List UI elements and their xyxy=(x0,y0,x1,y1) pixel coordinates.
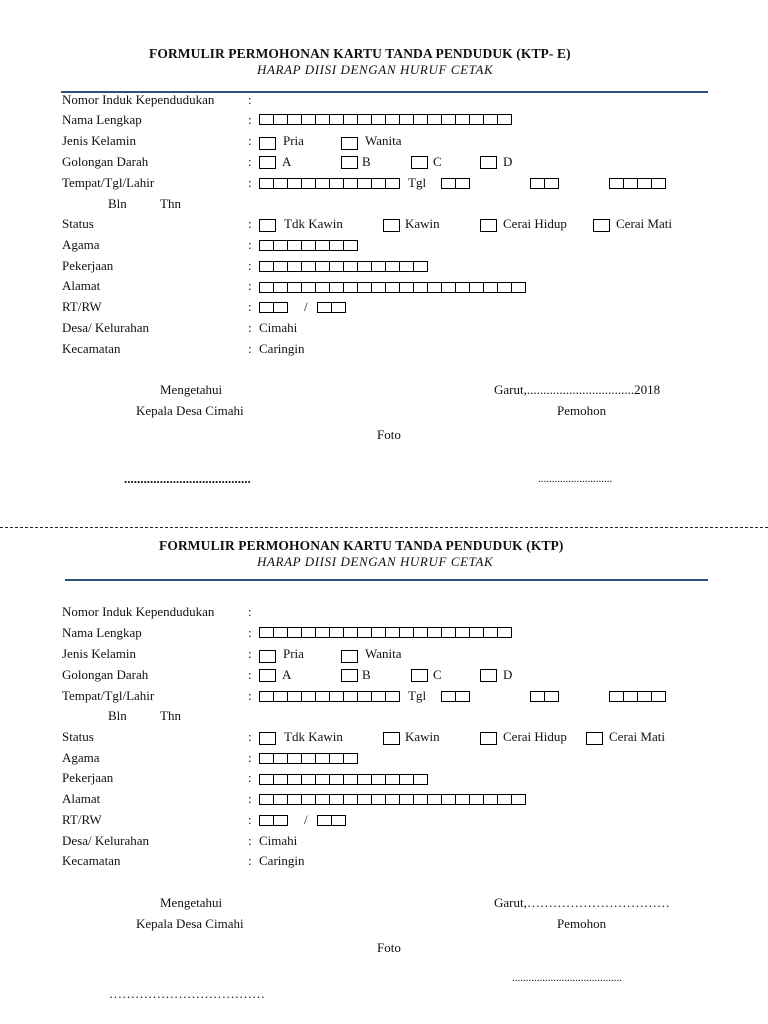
form-subtitle: HARAP DIISI DENGAN HURUF CETAK xyxy=(257,62,494,77)
character-cell[interactable] xyxy=(287,691,302,702)
blood-a-checkbox[interactable] xyxy=(259,156,276,169)
colon: : xyxy=(248,853,252,868)
character-cell[interactable] xyxy=(413,774,428,785)
character-cell[interactable] xyxy=(371,178,386,189)
character-cell[interactable] xyxy=(273,282,288,293)
character-cell[interactable] xyxy=(455,627,470,638)
character-cell[interactable] xyxy=(637,178,652,189)
thn-cells[interactable] xyxy=(609,177,665,190)
character-cell[interactable] xyxy=(399,261,414,272)
character-cell[interactable] xyxy=(301,691,316,702)
character-cell[interactable] xyxy=(273,240,288,251)
colon: : xyxy=(248,237,252,252)
pria-label: Pria xyxy=(283,133,304,148)
label-thn: Thn xyxy=(160,196,181,211)
character-cell[interactable] xyxy=(455,794,470,805)
blood-b-checkbox[interactable] xyxy=(341,156,358,169)
cerai-mati-checkbox[interactable] xyxy=(593,219,610,232)
colon: : xyxy=(248,688,252,703)
character-cell[interactable] xyxy=(343,114,358,125)
character-cell[interactable] xyxy=(329,261,344,272)
label-ttl: Tempat/Tgl/Lahir xyxy=(62,175,155,190)
label-nama: Nama Lengkap xyxy=(62,112,142,127)
character-cell[interactable] xyxy=(287,774,302,785)
label-status: Status xyxy=(62,216,94,231)
colon: : xyxy=(248,320,252,335)
character-cell[interactable] xyxy=(385,794,400,805)
character-cell[interactable] xyxy=(301,114,316,125)
character-cell[interactable] xyxy=(399,794,414,805)
character-cell[interactable] xyxy=(287,114,302,125)
tdk-kawin-label: Tdk Kawin xyxy=(284,216,343,231)
kepala-desa-label: Kepala Desa Cimahi xyxy=(136,916,244,931)
character-cell[interactable] xyxy=(287,240,302,251)
colon: : xyxy=(248,133,252,148)
character-cell[interactable] xyxy=(301,753,316,764)
tdk-kawin-label: Tdk Kawin xyxy=(284,729,343,744)
desa-value: Cimahi xyxy=(259,833,298,848)
agama-cells[interactable] xyxy=(259,239,357,252)
character-cell[interactable] xyxy=(273,261,288,272)
cerai-hidup-checkbox[interactable] xyxy=(480,732,497,745)
character-cell[interactable] xyxy=(469,114,484,125)
character-cell[interactable] xyxy=(427,282,442,293)
character-cell[interactable] xyxy=(511,794,526,805)
character-cell[interactable] xyxy=(455,691,470,702)
garut-date: Garut,…………………………… xyxy=(494,895,670,910)
character-cell[interactable] xyxy=(357,627,372,638)
cut-line xyxy=(0,527,768,528)
character-cell[interactable] xyxy=(357,282,372,293)
character-cell[interactable] xyxy=(287,753,302,764)
character-cell[interactable] xyxy=(371,794,386,805)
character-cell[interactable] xyxy=(357,774,372,785)
tgl-cells[interactable] xyxy=(441,177,469,190)
label-desa: Desa/ Kelurahan xyxy=(62,320,149,335)
character-cell[interactable] xyxy=(399,114,414,125)
label-bln: Bln xyxy=(108,196,127,211)
character-cell[interactable] xyxy=(259,240,274,251)
character-cell[interactable] xyxy=(455,114,470,125)
signature-line-left: ……………………………… xyxy=(109,986,265,1001)
character-cell[interactable] xyxy=(441,627,456,638)
character-cell[interactable] xyxy=(441,282,456,293)
character-cell[interactable] xyxy=(371,627,386,638)
character-cell[interactable] xyxy=(273,302,288,313)
kawin-checkbox[interactable] xyxy=(383,219,400,232)
character-cell[interactable] xyxy=(259,753,274,764)
nama-lengkap-cells[interactable] xyxy=(259,113,511,126)
tempat-lahir-cells[interactable] xyxy=(259,177,399,190)
character-cell[interactable] xyxy=(287,627,302,638)
tdk-kawin-checkbox[interactable] xyxy=(259,219,276,232)
cerai-mati-label: Cerai Mati xyxy=(616,216,672,231)
character-cell[interactable] xyxy=(315,794,330,805)
blood-b-checkbox[interactable] xyxy=(341,669,358,682)
colon: : xyxy=(248,770,252,785)
foto-label: Foto xyxy=(377,940,401,955)
character-cell[interactable] xyxy=(343,691,358,702)
cerai-hidup-label: Cerai Hidup xyxy=(503,729,567,744)
character-cell[interactable] xyxy=(259,774,274,785)
label-golongan-darah: Golongan Darah xyxy=(62,154,149,169)
colon: : xyxy=(248,299,252,314)
character-cell[interactable] xyxy=(544,691,559,702)
character-cell[interactable] xyxy=(315,240,330,251)
character-cell[interactable] xyxy=(469,794,484,805)
label-golongan-darah: Golongan Darah xyxy=(62,667,149,682)
character-cell[interactable] xyxy=(343,753,358,764)
alamat-cells[interactable] xyxy=(259,793,525,806)
character-cell[interactable] xyxy=(273,627,288,638)
colon: : xyxy=(248,278,252,293)
character-cell[interactable] xyxy=(385,114,400,125)
wanita-checkbox[interactable] xyxy=(341,650,358,663)
character-cell[interactable] xyxy=(287,794,302,805)
character-cell[interactable] xyxy=(315,282,330,293)
pria-checkbox[interactable] xyxy=(259,137,276,150)
character-cell[interactable] xyxy=(259,794,274,805)
character-cell[interactable] xyxy=(301,261,316,272)
character-cell[interactable] xyxy=(343,794,358,805)
desa-value: Cimahi xyxy=(259,320,298,335)
character-cell[interactable] xyxy=(287,282,302,293)
colon: : xyxy=(248,791,252,806)
form-subtitle: HARAP DIISI DENGAN HURUF CETAK xyxy=(257,554,494,569)
character-cell[interactable] xyxy=(497,627,512,638)
character-cell[interactable] xyxy=(329,774,344,785)
kawin-label: Kawin xyxy=(405,216,440,231)
character-cell[interactable] xyxy=(609,691,624,702)
character-cell[interactable] xyxy=(483,627,498,638)
character-cell[interactable] xyxy=(427,627,442,638)
character-cell[interactable] xyxy=(511,282,526,293)
character-cell[interactable] xyxy=(287,261,302,272)
tgl-label: Tgl xyxy=(408,175,427,190)
character-cell[interactable] xyxy=(343,240,358,251)
character-cell[interactable] xyxy=(441,178,456,189)
character-cell[interactable] xyxy=(301,178,316,189)
garut-date: Garut,.................................2018 xyxy=(494,382,661,397)
blood-a-label: A xyxy=(282,154,292,169)
character-cell[interactable] xyxy=(530,691,545,702)
character-cell[interactable] xyxy=(497,282,512,293)
label-jenis-kelamin: Jenis Kelamin xyxy=(62,646,137,661)
character-cell[interactable] xyxy=(273,794,288,805)
rw-cells[interactable] xyxy=(317,814,345,827)
signature-line-right: ........................... xyxy=(538,473,613,485)
label-nik: Nomor Induk Kependudukan xyxy=(62,604,215,619)
label-kecamatan: Kecamatan xyxy=(62,341,121,356)
kecamatan-value: Caringin xyxy=(259,341,305,356)
form-title: FORMULIR PERMOHONAN KARTU TANDA PENDUDUK (KTP- E) xyxy=(149,46,571,61)
colon: : xyxy=(248,341,252,356)
pekerjaan-cells[interactable] xyxy=(259,260,427,273)
character-cell[interactable] xyxy=(371,774,386,785)
colon: : xyxy=(248,216,252,231)
character-cell[interactable] xyxy=(623,178,638,189)
character-cell[interactable] xyxy=(530,178,545,189)
colon: : xyxy=(248,154,252,169)
character-cell[interactable] xyxy=(427,794,442,805)
character-cell[interactable] xyxy=(329,282,344,293)
character-cell[interactable] xyxy=(317,815,332,826)
character-cell[interactable] xyxy=(385,627,400,638)
character-cell[interactable] xyxy=(455,282,470,293)
character-cell[interactable] xyxy=(469,282,484,293)
character-cell[interactable] xyxy=(413,114,428,125)
character-cell[interactable] xyxy=(371,114,386,125)
character-cell[interactable] xyxy=(483,794,498,805)
blood-a-checkbox[interactable] xyxy=(259,669,276,682)
character-cell[interactable] xyxy=(273,815,288,826)
character-cell[interactable] xyxy=(427,114,442,125)
character-cell[interactable] xyxy=(287,178,302,189)
character-cell[interactable] xyxy=(343,178,358,189)
character-cell[interactable] xyxy=(259,261,274,272)
character-cell[interactable] xyxy=(469,627,484,638)
kawin-checkbox[interactable] xyxy=(383,732,400,745)
header-rule xyxy=(65,579,708,581)
character-cell[interactable] xyxy=(357,261,372,272)
cerai-mati-label: Cerai Mati xyxy=(609,729,665,744)
character-cell[interactable] xyxy=(259,282,274,293)
character-cell[interactable] xyxy=(483,282,498,293)
wanita-label: Wanita xyxy=(365,646,402,661)
character-cell[interactable] xyxy=(329,794,344,805)
character-cell[interactable] xyxy=(259,178,274,189)
character-cell[interactable] xyxy=(385,261,400,272)
character-cell[interactable] xyxy=(315,753,330,764)
label-nama: Nama Lengkap xyxy=(62,625,142,640)
character-cell[interactable] xyxy=(371,261,386,272)
character-cell[interactable] xyxy=(301,627,316,638)
colon: : xyxy=(248,92,252,107)
character-cell[interactable] xyxy=(399,774,414,785)
character-cell[interactable] xyxy=(315,774,330,785)
character-cell[interactable] xyxy=(331,302,346,313)
label-kecamatan: Kecamatan xyxy=(62,853,121,868)
character-cell[interactable] xyxy=(441,114,456,125)
form-title: FORMULIR PERMOHONAN KARTU TANDA PENDUDUK (KTP) xyxy=(159,538,564,553)
character-cell[interactable] xyxy=(357,178,372,189)
tempat-lahir-cells[interactable] xyxy=(259,690,399,703)
character-cell[interactable] xyxy=(331,815,346,826)
character-cell[interactable] xyxy=(301,794,316,805)
colon: : xyxy=(248,646,252,661)
label-status: Status xyxy=(62,729,94,744)
pria-label: Pria xyxy=(283,646,304,661)
character-cell[interactable] xyxy=(609,178,624,189)
character-cell[interactable] xyxy=(259,302,274,313)
blood-c-label: C xyxy=(433,154,442,169)
tdk-kawin-checkbox[interactable] xyxy=(259,732,276,745)
label-rtrw: RT/RW xyxy=(62,299,102,314)
rt-cells[interactable] xyxy=(259,301,287,314)
blood-c-checkbox[interactable] xyxy=(411,156,428,169)
bln-cells[interactable] xyxy=(530,690,558,703)
label-jenis-kelamin: Jenis Kelamin xyxy=(62,133,137,148)
blood-d-label: D xyxy=(503,667,513,682)
blood-b-label: B xyxy=(362,667,371,682)
rtrw-slash: / xyxy=(304,299,308,314)
character-cell[interactable] xyxy=(301,240,316,251)
character-cell[interactable] xyxy=(385,691,400,702)
tgl-cells[interactable] xyxy=(441,690,469,703)
character-cell[interactable] xyxy=(385,282,400,293)
character-cell[interactable] xyxy=(273,178,288,189)
character-cell[interactable] xyxy=(455,178,470,189)
colon: : xyxy=(248,604,252,619)
cerai-mati-checkbox[interactable] xyxy=(586,732,603,745)
character-cell[interactable] xyxy=(371,691,386,702)
blood-d-checkbox[interactable] xyxy=(480,669,497,682)
character-cell[interactable] xyxy=(273,753,288,764)
label-nik: Nomor Induk Kependudukan xyxy=(62,92,215,107)
character-cell[interactable] xyxy=(371,282,386,293)
colon: : xyxy=(248,812,252,827)
character-cell[interactable] xyxy=(259,627,274,638)
character-cell[interactable] xyxy=(301,774,316,785)
character-cell[interactable] xyxy=(329,114,344,125)
character-cell[interactable] xyxy=(315,627,330,638)
character-cell[interactable] xyxy=(637,691,652,702)
character-cell[interactable] xyxy=(329,691,344,702)
colon: : xyxy=(248,625,252,640)
kawin-label: Kawin xyxy=(405,729,440,744)
signature-line-left: ....................................... xyxy=(124,471,251,486)
rw-cells[interactable] xyxy=(317,301,345,314)
character-cell[interactable] xyxy=(259,815,274,826)
pria-checkbox[interactable] xyxy=(259,650,276,663)
kepala-desa-label: Kepala Desa Cimahi xyxy=(136,403,244,418)
blood-c-checkbox[interactable] xyxy=(411,669,428,682)
mengetahui-label: Mengetahui xyxy=(160,382,223,397)
character-cell[interactable] xyxy=(259,691,274,702)
label-alamat: Alamat xyxy=(62,278,101,293)
character-cell[interactable] xyxy=(329,178,344,189)
character-cell[interactable] xyxy=(413,627,428,638)
character-cell[interactable] xyxy=(329,240,344,251)
character-cell[interactable] xyxy=(259,114,274,125)
bln-cells[interactable] xyxy=(530,177,558,190)
label-desa: Desa/ Kelurahan xyxy=(62,833,149,848)
label-agama: Agama xyxy=(62,237,100,252)
kecamatan-value: Caringin xyxy=(259,853,305,868)
character-cell[interactable] xyxy=(483,114,498,125)
signature-line-right: ........................................ xyxy=(512,972,622,984)
tgl-label: Tgl xyxy=(408,688,427,703)
alamat-cells[interactable] xyxy=(259,281,525,294)
colon: : xyxy=(248,667,252,682)
character-cell[interactable] xyxy=(301,282,316,293)
character-cell[interactable] xyxy=(441,794,456,805)
character-cell[interactable] xyxy=(497,794,512,805)
rtrw-slash: / xyxy=(304,812,308,827)
label-bln: Bln xyxy=(108,708,127,723)
blood-d-label: D xyxy=(503,154,513,169)
colon: : xyxy=(248,258,252,273)
character-cell[interactable] xyxy=(315,114,330,125)
mengetahui-label: Mengetahui xyxy=(160,895,223,910)
foto-label: Foto xyxy=(377,427,401,442)
blood-a-label: A xyxy=(282,667,292,682)
character-cell[interactable] xyxy=(317,302,332,313)
label-pekerjaan: Pekerjaan xyxy=(62,770,114,785)
character-cell[interactable] xyxy=(399,282,414,293)
colon: : xyxy=(248,833,252,848)
character-cell[interactable] xyxy=(441,691,456,702)
character-cell[interactable] xyxy=(651,691,666,702)
character-cell[interactable] xyxy=(329,753,344,764)
label-alamat: Alamat xyxy=(62,791,101,806)
rt-cells[interactable] xyxy=(259,814,287,827)
label-pekerjaan: Pekerjaan xyxy=(62,258,114,273)
character-cell[interactable] xyxy=(315,178,330,189)
character-cell[interactable] xyxy=(651,178,666,189)
nama-lengkap-cells[interactable] xyxy=(259,626,511,639)
blood-b-label: B xyxy=(362,154,371,169)
character-cell[interactable] xyxy=(385,774,400,785)
label-agama: Agama xyxy=(62,750,100,765)
wanita-label: Wanita xyxy=(365,133,402,148)
character-cell[interactable] xyxy=(273,774,288,785)
character-cell[interactable] xyxy=(385,178,400,189)
character-cell[interactable] xyxy=(329,627,344,638)
label-thn: Thn xyxy=(160,708,181,723)
thn-cells[interactable] xyxy=(609,690,665,703)
character-cell[interactable] xyxy=(623,691,638,702)
character-cell[interactable] xyxy=(343,261,358,272)
character-cell[interactable] xyxy=(343,774,358,785)
character-cell[interactable] xyxy=(357,691,372,702)
character-cell[interactable] xyxy=(413,261,428,272)
character-cell[interactable] xyxy=(343,627,358,638)
character-cell[interactable] xyxy=(343,282,358,293)
character-cell[interactable] xyxy=(357,794,372,805)
wanita-checkbox[interactable] xyxy=(341,137,358,150)
character-cell[interactable] xyxy=(399,627,414,638)
character-cell[interactable] xyxy=(273,691,288,702)
agama-cells[interactable] xyxy=(259,752,357,765)
blood-c-label: C xyxy=(433,667,442,682)
colon: : xyxy=(248,175,252,190)
colon: : xyxy=(248,750,252,765)
pemohon-label: Pemohon xyxy=(557,916,607,931)
cerai-hidup-label: Cerai Hidup xyxy=(503,216,567,231)
blood-d-checkbox[interactable] xyxy=(480,156,497,169)
cerai-hidup-checkbox[interactable] xyxy=(480,219,497,232)
label-ttl: Tempat/Tgl/Lahir xyxy=(62,688,155,703)
colon: : xyxy=(248,729,252,744)
character-cell[interactable] xyxy=(315,261,330,272)
character-cell[interactable] xyxy=(497,114,512,125)
colon: : xyxy=(248,112,252,127)
pemohon-label: Pemohon xyxy=(557,403,607,418)
character-cell[interactable] xyxy=(413,282,428,293)
character-cell[interactable] xyxy=(315,691,330,702)
character-cell[interactable] xyxy=(544,178,559,189)
label-rtrw: RT/RW xyxy=(62,812,102,827)
character-cell[interactable] xyxy=(273,114,288,125)
character-cell[interactable] xyxy=(413,794,428,805)
character-cell[interactable] xyxy=(357,114,372,125)
pekerjaan-cells[interactable] xyxy=(259,773,427,786)
